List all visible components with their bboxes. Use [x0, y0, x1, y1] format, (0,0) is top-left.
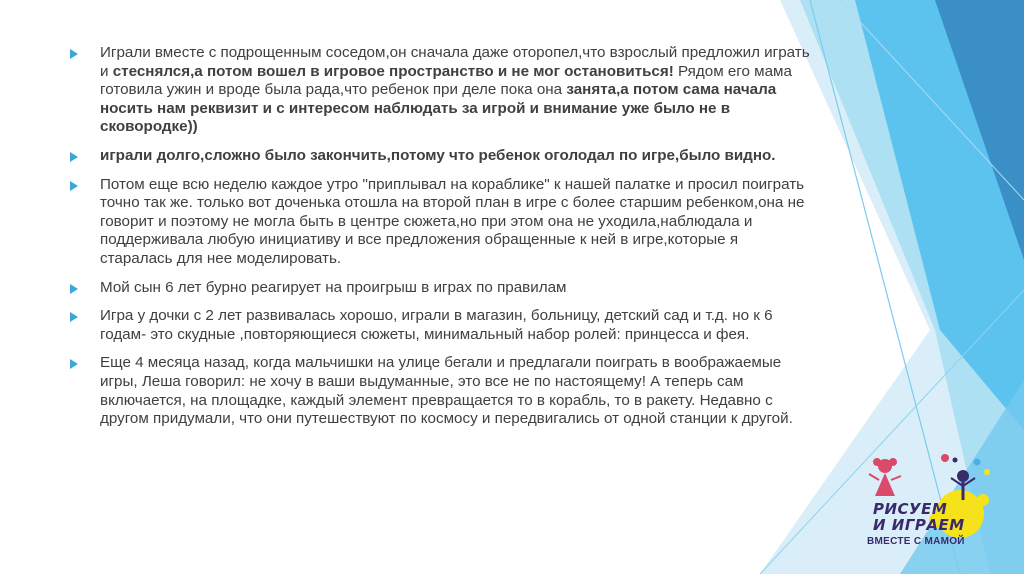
body-text: Потом еще всю неделю каждое утро "приплывал на кораблике" к нашей палатке и просил поиграть точно так же. только вот доченька отошла на второй план в игре с более старшим ребенком,она не говорит и поэтому не могла быть в центре сюжета,но при этом она не уходила,наблюдала и поддерживала любую инициативу и все предложения обращенные к ней в игре,которые я старалась для нее моделировать.: [100, 175, 805, 267]
bullet-item: [70, 354, 810, 428]
bullet-item: [70, 147, 810, 166]
body-text: Мой сын 6 лет бурно реагирует на проигрыш в играх по правилам: [100, 278, 567, 296]
logo-text-line3: ВМЕСТЕ С МАМОЙ: [867, 536, 965, 547]
bold-text: стеснялся,а потом вошел в игровое пространство и не мог остановиться!: [112, 62, 674, 80]
logo-text-line1: РИСУЕМ: [873, 500, 948, 518]
bullet-marker-icon: [70, 181, 78, 191]
body-text: Игра у дочки с 2 лет развивалась хорошо, играли в магазин, больницу, детский сад и т.д. но к 6 годам- это скудные ,повторяющиеся сюжеты, минимальный набор ролей: принцесса и фея.: [100, 307, 773, 343]
bullet-item: [70, 307, 810, 344]
bullet-marker-icon: [70, 359, 78, 369]
body-text: Играли вместе с подрощенным соседом,он сначала даже оторопел,что взрослый предложил играть и: [100, 44, 810, 80]
bullet-marker-icon: [70, 284, 78, 294]
logo-text-line2: И ИГРАЕМ: [873, 516, 965, 534]
bullet-marker-icon: [70, 49, 78, 59]
bold-text: играли долго,сложно было закончить,потому что ребенок оголодал по игре,было видно.: [100, 146, 776, 164]
bullet-item: [70, 176, 810, 269]
bullet-marker-icon: [70, 152, 78, 162]
bullet-marker-icon: [70, 312, 78, 322]
bullet-item: [70, 44, 810, 137]
body-text: Еще 4 месяца назад, когда мальчишки на улице бегали и предлагали поиграть в воображаемые игры, Леша говорил: не хочу в ваши выдуманные, это все не по настоящему! А теперь сам включается, на площадке, каждый элемент превращается то в корабль, то в ракету. Недавно с другом придумали, что они путешествуют по космосу и передвигались от одной станции к другой.: [100, 354, 793, 428]
content-area: [70, 44, 810, 439]
logo: [855, 448, 1005, 564]
body-text: Рядом его мама готовила ужин и вроде была рада,что ребенок при деле пока она: [100, 62, 792, 99]
bold-text: занята,а потом сама начала носить нам реквизит и с интересом наблюдать за игрой и внимание уже было не в сковородке)): [100, 81, 777, 136]
bullet-item: [70, 279, 810, 298]
